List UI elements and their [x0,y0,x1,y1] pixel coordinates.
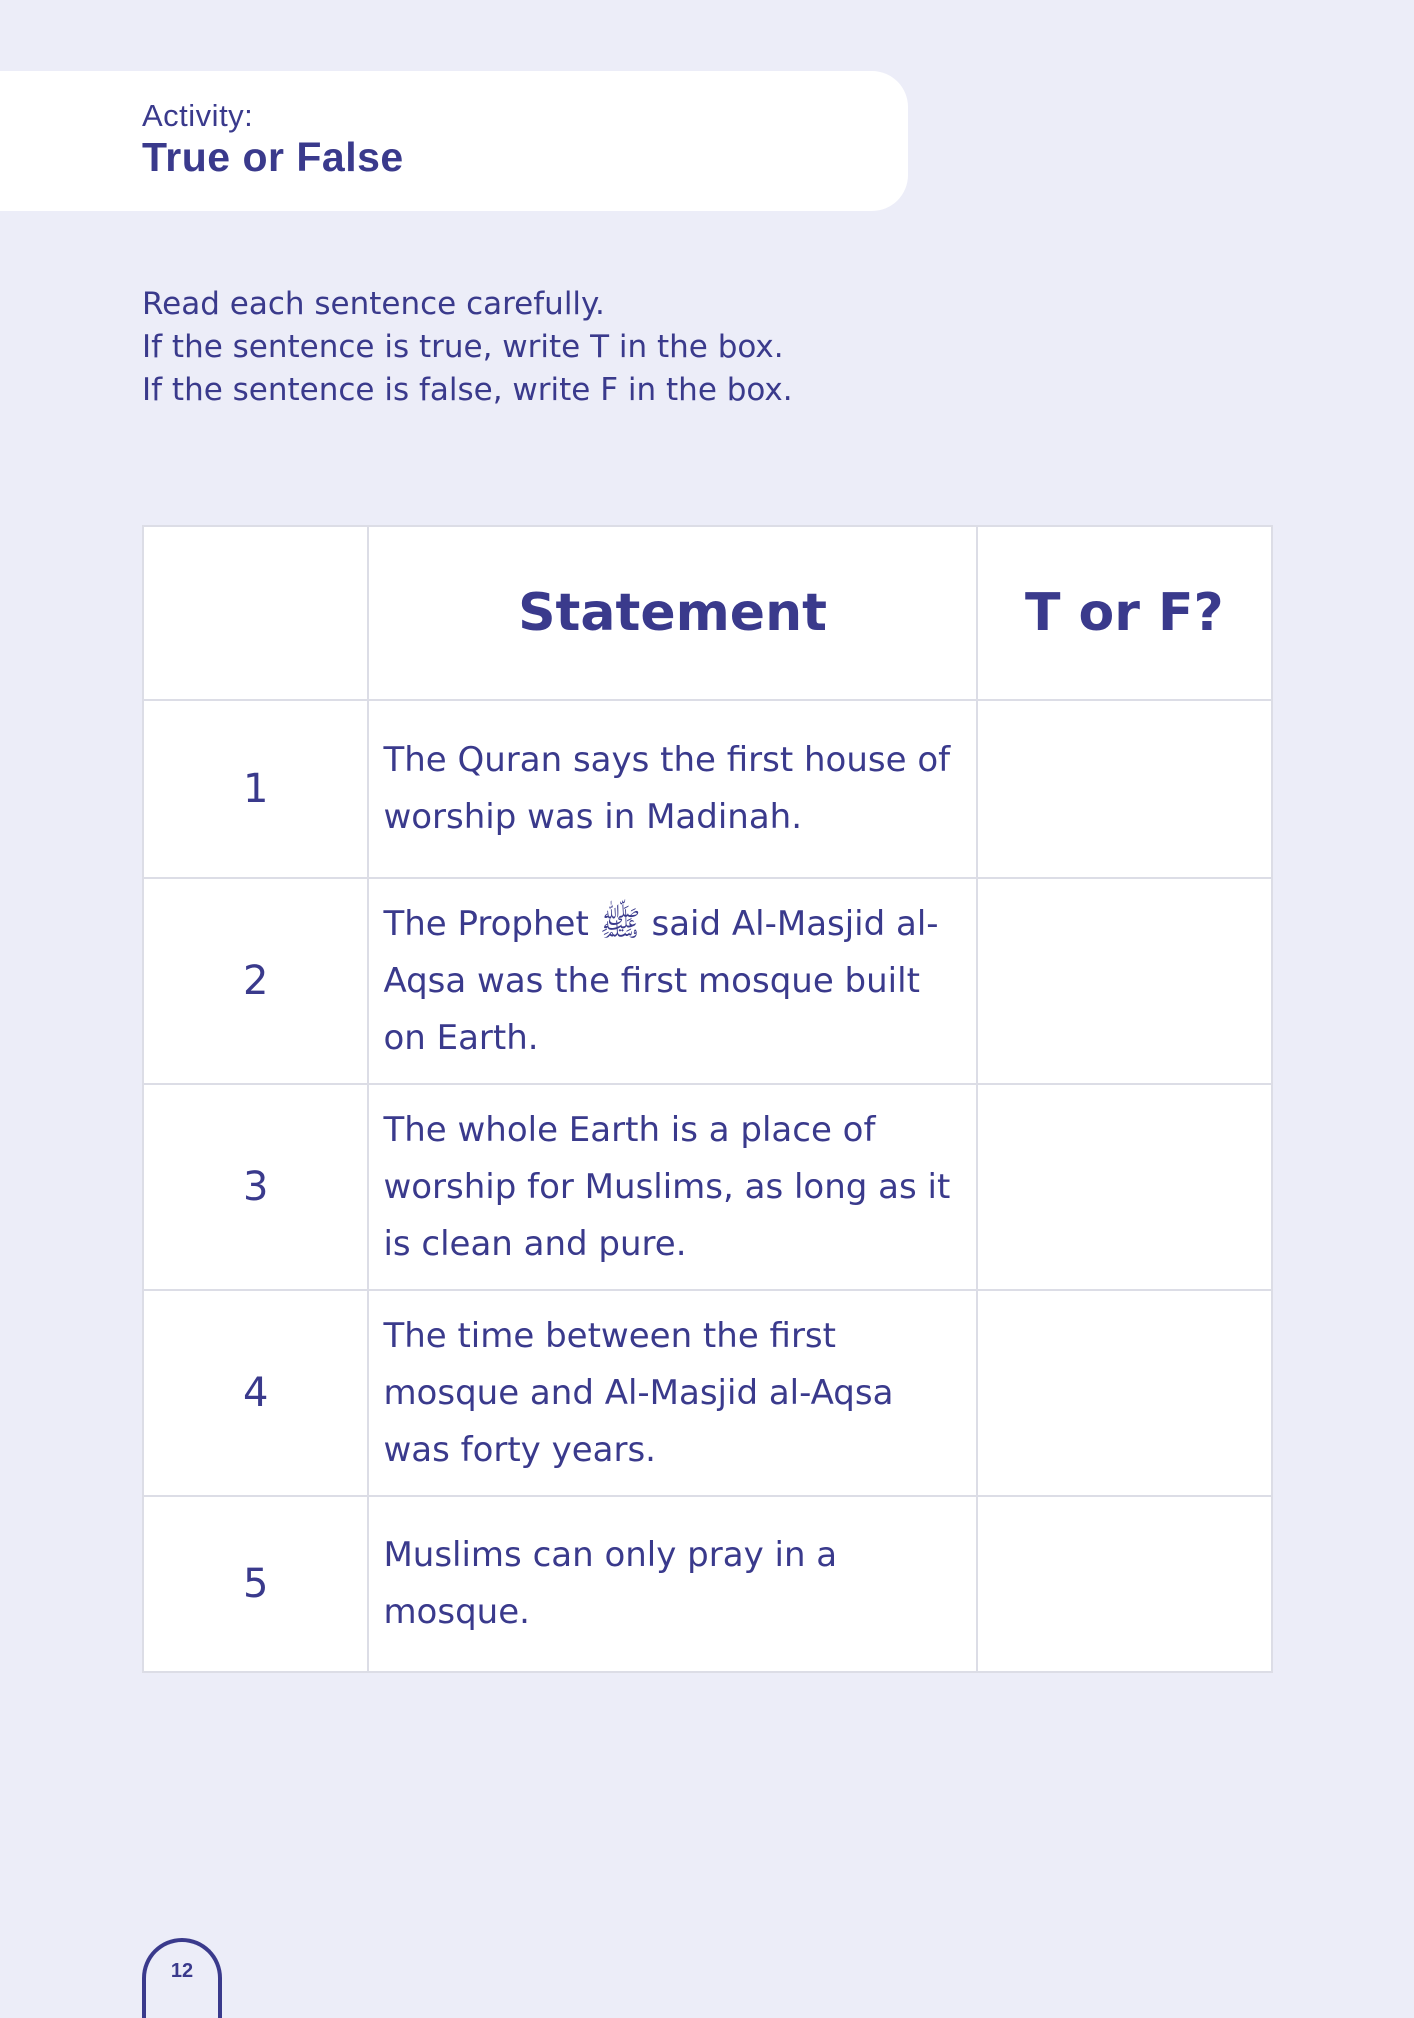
table-header-row [143,526,1272,700]
row-number: 2 [143,878,368,1084]
answer-box[interactable] [977,878,1272,1084]
row-number: 4 [143,1290,368,1496]
activity-header-card [0,71,908,211]
statement-text: The Prophet ﷺ said Al-Masjid al-Aqsa was the first mosque built on Earth. [368,878,976,1084]
statement-text: The time between the first mosque and Al-Masjid al-Aqsa was forty years. [368,1290,976,1496]
table-row [143,700,1272,878]
statement-column-header: Statement [368,526,976,700]
statement-text: The whole Earth is a place of worship for Muslims, as long as it is clean and pure. [368,1084,976,1290]
answer-box[interactable] [977,1496,1272,1672]
answer-box[interactable] [977,1290,1272,1496]
instructions [142,283,793,412]
number-column-header [143,526,368,700]
table-row [143,1084,1272,1290]
page-number: 12 [170,1960,194,1982]
instruction-line: Read each sentence carefully. [142,286,605,322]
answer-box[interactable] [977,700,1272,878]
true-false-table [142,525,1273,1673]
row-number: 3 [143,1084,368,1290]
row-number: 5 [143,1496,368,1672]
answer-box[interactable] [977,1084,1272,1290]
statement-text: The Quran says the first house of worship was in Madinah. [368,700,976,878]
answer-column-header: T or F? [977,526,1272,700]
table-row [143,1290,1272,1496]
table-row [143,878,1272,1084]
table-row [143,1496,1272,1672]
activity-title: True or False [142,134,404,180]
statement-text: Muslims can only pray in a mosque. [368,1496,976,1672]
instruction-line: If the sentence is true, write T in the box. [142,329,784,365]
activity-label: Activity: [142,98,254,133]
instruction-line: If the sentence is false, write F in the box. [142,372,793,408]
page-number-badge [142,1938,222,2018]
row-number: 1 [143,700,368,878]
